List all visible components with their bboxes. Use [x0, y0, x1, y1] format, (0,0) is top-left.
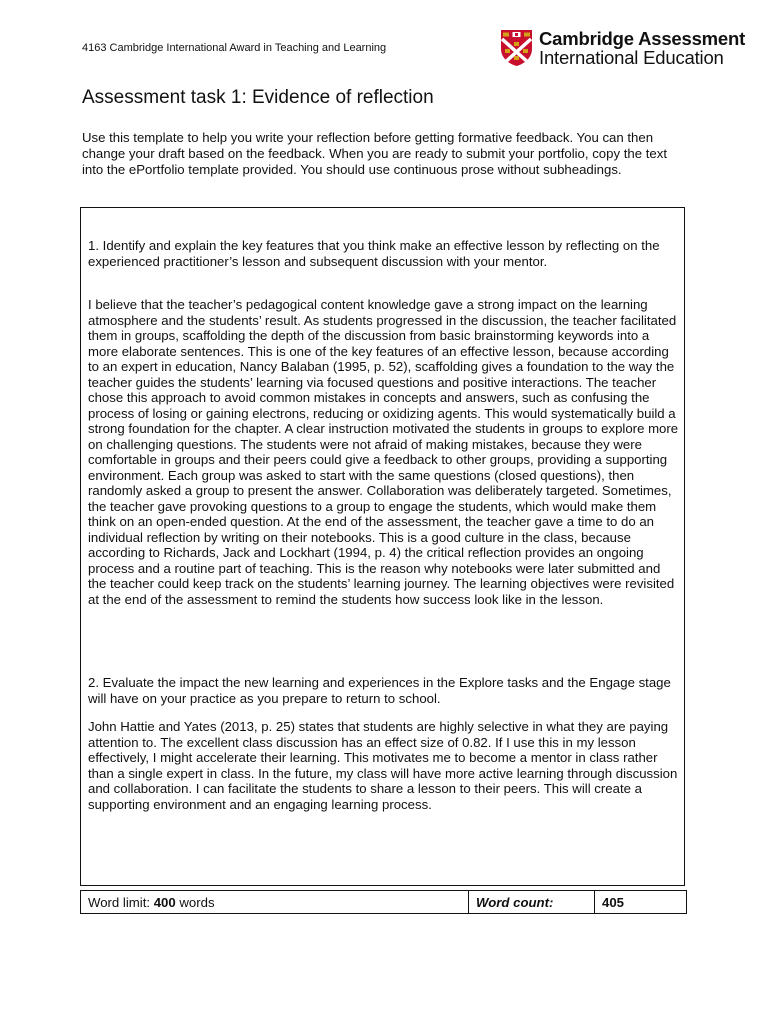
word-count-label: Word count:: [469, 891, 595, 913]
word-count-value: 405: [602, 894, 625, 910]
question-2: 2. Evaluate the impact the new learning and experiences in the Explore tasks and the Engage stage will have on your practice as you prepare to return to school.: [88, 675, 671, 706]
question-1: 1. Identify and explain the key features that you think make an effective lesson by reflecting on the experienced practitioner’s lesson and subsequent discussion with your mentor.: [88, 238, 660, 269]
logo-line-1: Cambridge Assessment: [539, 28, 746, 49]
logo-line-2: International Education: [539, 47, 724, 68]
word-limit-suffix: words: [175, 894, 215, 910]
reflection-box: [80, 207, 685, 886]
answer-2: John Hattie and Yates (2013, p. 25) states that students are highly selective in what they are paying attention to. The excellent class discussion has an effect size of 0.82. If I use this in my lesson effectively, I might accelerate their learning. This motivates me to become a mentor in class rather than a single expert in class. In the future, my class will have more active learning through discussion and collaboration. I can facilitate the students to share a lesson to their peers. This will create a supporting environment and an engaging learning process.: [88, 719, 678, 812]
word-limit-value: 400: [153, 894, 176, 910]
word-limit-prefix: Word limit:: [88, 894, 154, 910]
word-count-footer: [80, 890, 687, 914]
answer-1: I believe that the teacher’s pedagogical content knowledge gave a strong impact on the learning atmosphere and the students’ result. As students progressed in the discussion, the teacher facilitated them in groups, scaffolding the depth of the discussion from basic brainstorming keywords into a more elaborate sentences. This is one of the key features of an effective lesson, because according to an expert in education, Nancy Balaban (1995, p. 52), scaffolding gives a foundation to the way the teacher guides the students’ learning via focused questions and positive interactions. The teacher chose this approach to avoid common mistakes in concepts and answers, such as confusing the process of losing or gaining electrons, reducing or oxidizing agents. This would systematically build a strong foundation for the chapter. A clear instruction motivated the students in groups to explore more on challenging questions. The students were not afraid of making mistakes, because they were comfortable in groups and their peers could give a feedback to other groups, providing a supporting environment. Each group was asked to start with the same questions (closed questions), then randomly asked a group to present the answer. Collaboration was deliberately targeted. Sometimes, the teacher gave provoking questions to a group to engage the students, which would make them think on an open-ended question. At the end of the assessment, the teacher gave a time to do an individual reflection by writing on their notebooks. This is a good culture in the class, because according to Richards, Jack and Lockhart (1994, p. 4) the critical reflection provides an ongoing process and a routine part of teaching. This is the reason why notebooks were later submitted and the teacher could keep track on the students’ learning journey. The learning objectives were revisited at the end of the assessment to remind the students how success look like in the lesson.: [88, 297, 679, 607]
word-limit-cell: [81, 891, 469, 913]
cambridge-logo: [500, 28, 746, 69]
course-title: 4163 Cambridge International Award in Teaching and Learning: [82, 42, 387, 54]
intro-paragraph: Use this template to help you write your reflection before getting formative feedback. You can then change your draft based on the feedback. When you are ready to submit your portfolio, copy the text into the ePortfolio template provided. You should use continuous prose without subheadings.: [82, 130, 667, 178]
page-title: Assessment task 1: Evidence of reflection: [82, 87, 434, 108]
cambridge-shield-icon: [500, 29, 533, 67]
